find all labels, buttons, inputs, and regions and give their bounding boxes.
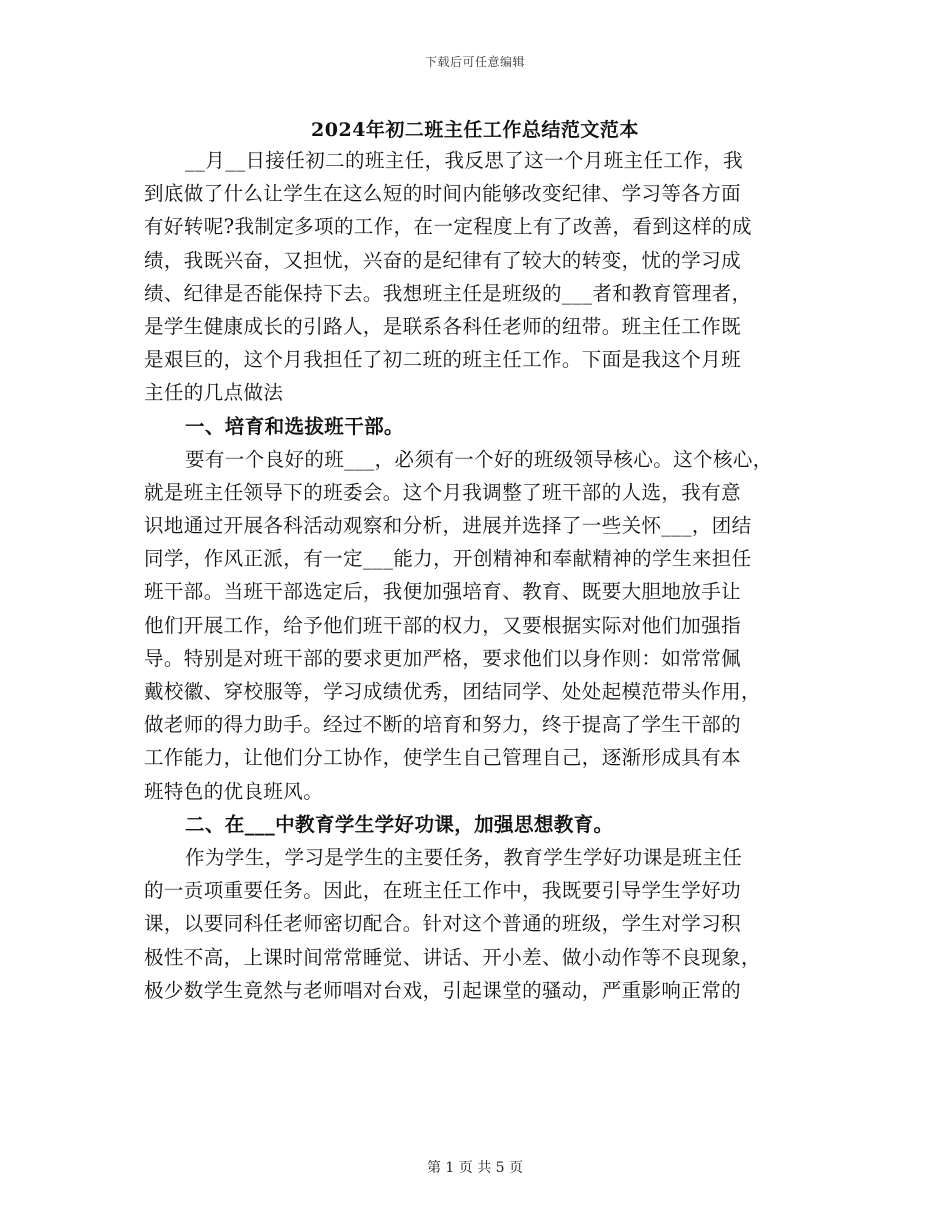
text-line: 班干部。当班干部选定后，我便加强培育、教育、既要大胆地放手让 bbox=[144, 580, 742, 604]
text-line: 到底做了什么让学生在这么短的时间内能够改变纪律、学习等各方面 bbox=[144, 182, 742, 206]
section-heading: 一、培育和选拔班干部。 bbox=[185, 414, 404, 438]
text-line: 极性不高，上课时间常常睡觉、讲话、开小差、做小动作等不良现象， bbox=[144, 945, 761, 969]
text-line: 工作能力，让他们分工协作，使学生自己管理自己，逐渐形成具有本 bbox=[144, 746, 742, 770]
text-line: 导。特别是对班干部的要求更加严格，要求他们以身作则：如常常佩 bbox=[144, 646, 742, 670]
text-line: __月__日接任初二的班主任，我反思了这一个月班主任工作，我 bbox=[185, 149, 744, 172]
page-footer: 第 1 页 共 5 页 bbox=[426, 1160, 524, 1176]
text-line: 做老师的得力助手。经过不断的培育和努力，终于提高了学生干部的 bbox=[144, 713, 742, 737]
text-line: 有好转呢?我制定多项的工作，在一定程度上有了改善，看到这样的成 bbox=[144, 215, 752, 239]
text-line: 绩，我既兴奋，又担忧，兴奋的是纪律有了较大的转变，忧的学习成 bbox=[144, 248, 742, 272]
text-line: 课，以要同科任老师密切配合。针对这个普通的班级，学生对学习积 bbox=[144, 912, 742, 936]
text-line: 识地通过开展各科活动观察和分析，进展并选择了一些关怀___，团结 bbox=[144, 514, 752, 538]
text-line: 要有一个良好的班___，必须有一个好的班级领导核心。这个核心， bbox=[185, 447, 773, 471]
text-line: 主任的几点做法 bbox=[144, 381, 284, 405]
page-header-note: 下载后可任意编辑 bbox=[424, 55, 525, 69]
text-line: 他们开展工作，给予他们班干部的权力，又要根据实际对他们加强指 bbox=[144, 613, 742, 637]
document-title: 2024年初二班主任工作总结范文范本 bbox=[311, 119, 639, 141]
text-line: 绩、纪律是否能保持下去。我想班主任是班级的___者和教育管理者， bbox=[144, 281, 752, 305]
text-line: 极少数学生竟然与老师唱对台戏，引起课堂的骚动，严重影响正常的 bbox=[144, 978, 742, 1002]
text-line: 是艰巨的，这个月我担任了初二班的班主任工作。下面是我这个月班 bbox=[144, 348, 742, 372]
text-line: 班特色的优良班风。 bbox=[144, 779, 324, 803]
text-line: 的一贡项重要任务。因此，在班主任工作中，我既要引导学生学好功 bbox=[144, 879, 742, 903]
text-line: 就是班主任领导下的班委会。这个月我调整了班干部的人选，我有意 bbox=[144, 480, 742, 504]
text-line: 戴校徽、穿校服等，学习成绩优秀，团结同学、处处起模范带头作用， bbox=[144, 680, 761, 703]
text-line: 作为学生，学习是学生的主要任务，教育学生学好功课是班主任 bbox=[185, 845, 743, 869]
section-heading: 二、在___中教育学生学好功课，加强思想教育。 bbox=[185, 812, 614, 836]
text-line: 同学，作风正派，有一定___能力，开创精神和奉献精神的学生来担任 bbox=[144, 547, 752, 571]
document-body bbox=[144, 144, 844, 1007]
text-line: 是学生健康成长的引路人，是联系各科任老师的纽带。班主任工作既 bbox=[144, 314, 742, 338]
